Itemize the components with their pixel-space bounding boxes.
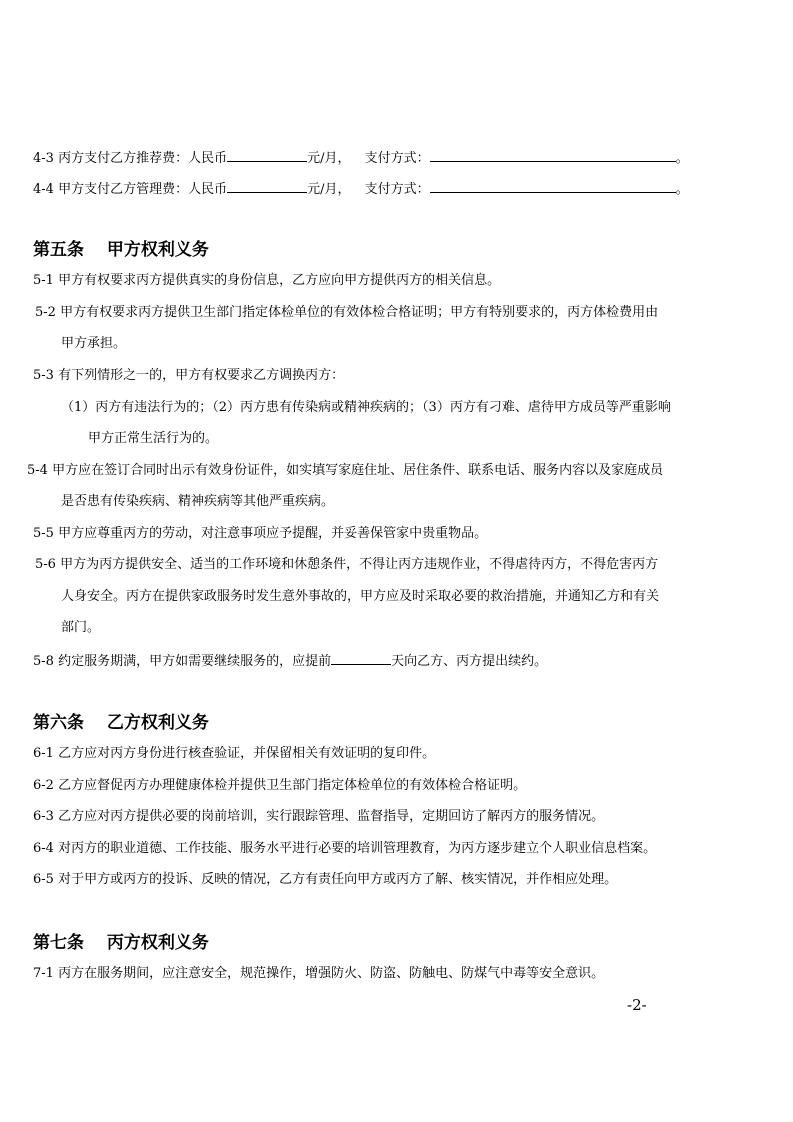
clause-6-3: 6-3 乙方应对丙方提供必要的岗前培训，实行跟踪管理、监督指导，定期回访了解丙方的服务情况。 bbox=[33, 809, 605, 824]
fee-label: 4-3 丙方支付乙方推荐费：人民币 bbox=[33, 151, 228, 166]
clause-5-1: 5-1 甲方有权要求丙方提供真实的身份信息，乙方应向甲方提供丙方的相关信息。 bbox=[33, 273, 501, 288]
amount-blank bbox=[227, 149, 307, 162]
fee-unit: 元/月， bbox=[307, 151, 351, 166]
clause-5-3-items-cont: 甲方正常生活行为的。 bbox=[88, 431, 219, 446]
clause-5-8-start: 5-8 约定服务期满，甲方如需要继续服务的，应提前 bbox=[33, 654, 332, 669]
fee-end: 。 bbox=[675, 182, 689, 197]
clause-5-4-cont: 是否患有传染疾病、精神疾病等其他严重疾病。 bbox=[61, 494, 335, 509]
clause-6-1: 6-1 乙方应对丙方身份进行核查验证，并保留相关有效证明的复印件。 bbox=[33, 746, 436, 761]
clause-6-4: 6-4 对丙方的职业道德、工作技能、服务水平进行必要的培训管理教育，为丙方逐步建立个人职业信息档案。 bbox=[33, 841, 657, 856]
clause-5-2-cont: 甲方承担。 bbox=[61, 336, 127, 351]
clause-5-2: 5-2 甲方有权要求丙方提供卫生部门指定体检单位的有效体检合格证明；甲方有特别要求的，丙方体检费用由 bbox=[35, 305, 659, 320]
clause-5-5: 5-5 甲方应尊重丙方的劳动，对注意事项应予提醒，并妥善保管家中贵重物品。 bbox=[33, 526, 488, 541]
clause-5-6-cont2: 部门。 bbox=[61, 620, 101, 635]
payment-label: 支付方式： bbox=[364, 182, 430, 197]
clause-5-3: 5-3 有下列情形之一的，甲方有权要求乙方调换丙方： bbox=[33, 368, 345, 383]
section-6-title: 第六条 乙方权利义务 bbox=[33, 713, 209, 733]
clause-6-5: 6-5 对于甲方或丙方的投诉、反映的情况，乙方有责任向甲方或丙方了解、核实情况，并作相应处理。 bbox=[33, 872, 618, 887]
clause-5-8 bbox=[33, 652, 547, 670]
clause-5-4: 5-4 甲方应在签订合同时出示有效身份证件，如实填写家庭住址、居住条件、联系电话、服务内容以及家庭成员 bbox=[27, 463, 664, 478]
fee-end: 。 bbox=[675, 151, 689, 166]
section-5-title: 第五条 甲方权利义务 bbox=[33, 240, 209, 260]
fee-unit: 元/月， bbox=[307, 182, 351, 197]
clause-5-6-cont: 人身安全。丙方在提供家政服务时发生意外事故的，甲方应及时采取必要的救治措施，并通知乙方和有关 bbox=[61, 589, 660, 604]
payment-blank bbox=[430, 149, 676, 162]
clause-7-1: 7-1 丙方在服务期间，应注意安全，规范操作，增强防火、防盗、防触电、防煤气中毒等安全意识。 bbox=[33, 966, 605, 981]
section-7-title: 第七条 丙方权利义务 bbox=[33, 933, 209, 953]
payment-blank bbox=[430, 180, 676, 193]
fee-line-4-4 bbox=[33, 180, 689, 198]
payment-label: 支付方式： bbox=[364, 151, 430, 166]
page-number: -2- bbox=[627, 996, 647, 1014]
fee-label: 4-4 甲方支付乙方管理费：人民币 bbox=[33, 182, 228, 197]
fee-line-4-3 bbox=[33, 149, 689, 167]
amount-blank bbox=[227, 180, 307, 193]
clause-5-3-items: （1）丙方有违法行为的；（2）丙方患有传染病或精神疾病的；（3）丙方有刁难、虐待甲方成员等严重影响 bbox=[61, 400, 671, 415]
clause-6-2: 6-2 乙方应督促丙方办理健康体检并提供卫生部门指定体检单位的有效体检合格证明。 bbox=[33, 778, 527, 793]
clause-5-6: 5-6 甲方为丙方提供安全、适当的工作环境和休憩条件，不得让丙方违规作业，不得虐待丙方，不得危害丙方 bbox=[35, 557, 659, 572]
clause-5-8-end: 天向乙方、丙方提出续约。 bbox=[391, 654, 548, 669]
days-blank bbox=[331, 652, 391, 665]
